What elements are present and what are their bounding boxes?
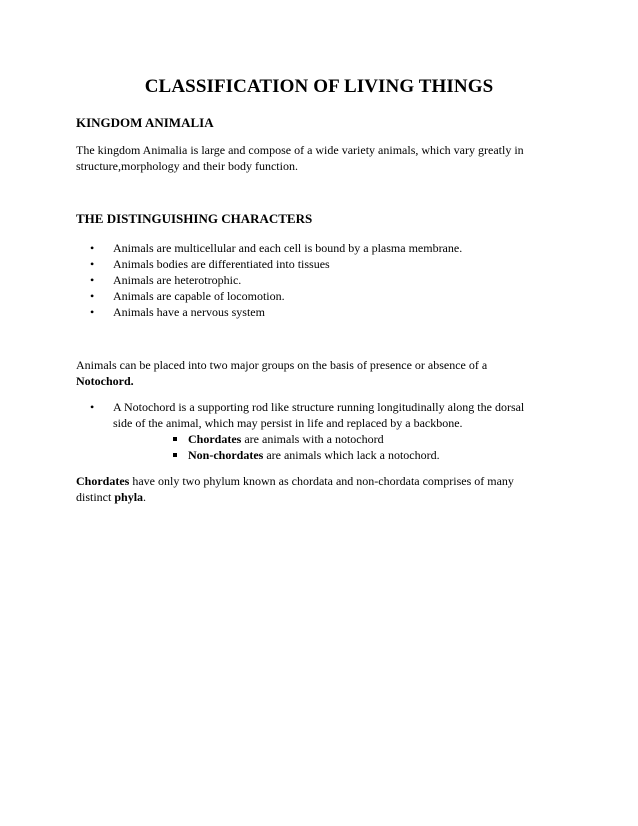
bullet-icon: •	[90, 273, 95, 287]
list-item	[76, 304, 462, 320]
groups-paragraph	[76, 357, 566, 389]
intro-line-1: The kingdom Animalia is large and compose of a wide variety animals, which vary greatly in	[76, 143, 524, 157]
closing-text-1: have only two phylum known as chordata and non-chordata comprises of many	[129, 474, 514, 488]
bullet-icon: •	[90, 400, 95, 414]
list-item	[170, 431, 440, 447]
kingdom-heading: KINGDOM ANIMALIA	[76, 115, 214, 130]
closing-text-2: distinct	[76, 490, 115, 504]
notochord-definition-item	[76, 399, 566, 431]
list-item	[76, 272, 462, 288]
notochord-definition-line-1: A Notochord is a supporting rod like structure running longitudinally along the dorsal	[113, 400, 525, 414]
closing-line-2	[76, 489, 566, 505]
list-item	[170, 447, 440, 463]
list-item	[76, 288, 462, 304]
chordates-description: are animals with a notochord	[241, 432, 384, 446]
square-bullet-icon	[173, 437, 177, 441]
bullet-icon: •	[90, 241, 95, 255]
list-item	[76, 240, 462, 256]
list-item-text: Animals have a nervous system	[113, 305, 265, 319]
list-item	[76, 256, 462, 272]
bullet-icon: •	[90, 257, 95, 271]
non-chordates-term: Non-chordates	[188, 448, 264, 462]
characters-heading: THE DISTINGUISHING CHARACTERS	[76, 211, 313, 226]
closing-line-1	[76, 473, 566, 489]
list-item-text: Animals are capable of locomotion.	[113, 289, 285, 303]
bullet-icon: •	[90, 289, 95, 303]
intro-line-2: structure,morphology and their body function.	[76, 159, 298, 173]
chordates-term: Chordates	[188, 432, 242, 446]
groups-line-1: Animals can be placed into two major groups on the basis of presence or absence of a	[76, 358, 488, 372]
non-chordates-description: are animals which lack a notochord.	[263, 448, 440, 462]
closing-end: .	[143, 490, 147, 504]
list-item-text: Animals bodies are differentiated into tissues	[113, 257, 330, 271]
bullet-icon: •	[90, 305, 95, 319]
phyla-term: phyla	[114, 490, 144, 504]
intro-paragraph	[76, 142, 566, 174]
notochord-definition-line-2: side of the animal, which may persist in life and replaced by a backbone.	[113, 416, 463, 430]
group-types-list	[170, 431, 440, 463]
document-title: CLASSIFICATION OF LIVING THINGS	[144, 76, 494, 97]
characters-list	[76, 240, 462, 320]
list-item-text: Animals are heterotrophic.	[113, 273, 242, 287]
square-bullet-icon	[173, 453, 177, 457]
list-item-text: Animals are multicellular and each cell is bound by a plasma membrane.	[113, 241, 463, 255]
notochord-term: Notochord.	[76, 374, 134, 388]
closing-paragraph	[76, 473, 566, 505]
chordates-term: Chordates	[76, 474, 130, 488]
